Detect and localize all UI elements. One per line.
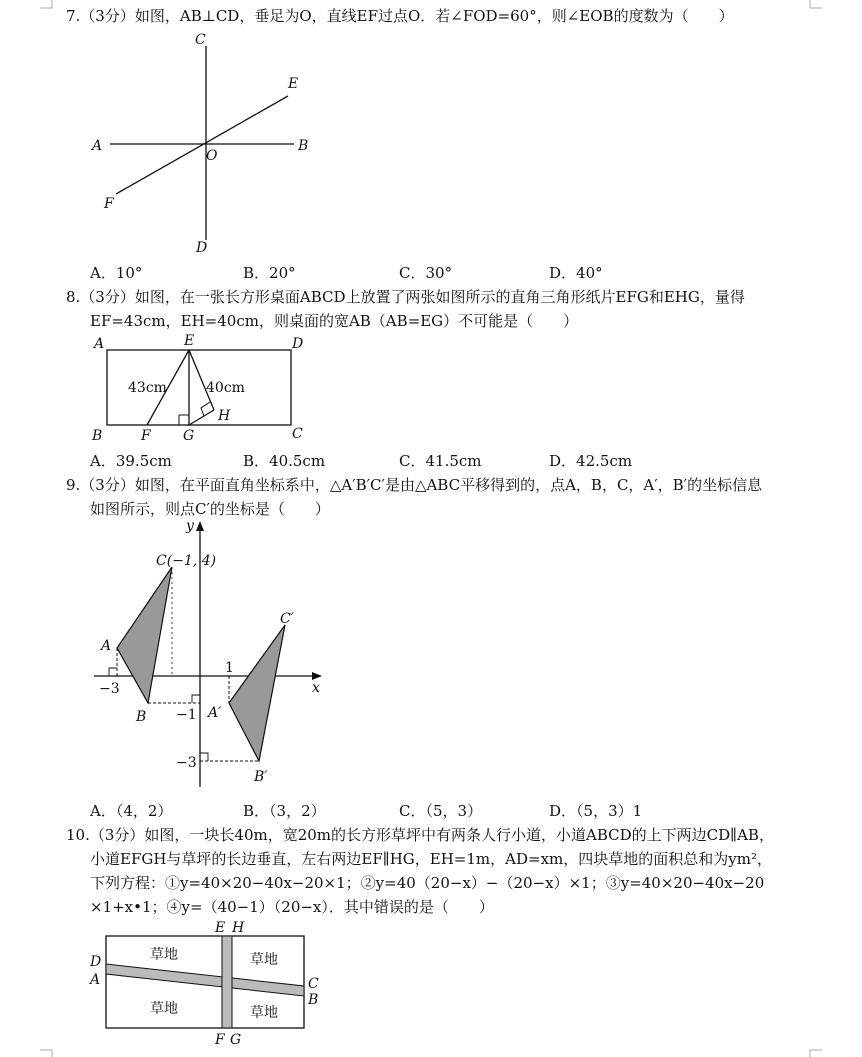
q8-option-b[interactable]: B．40.5cm xyxy=(243,452,326,470)
label-f: F xyxy=(215,1032,225,1048)
q8-option-a[interactable]: A．39.5cm xyxy=(90,452,172,470)
q7-stem: 7.（3分）如图，AB⊥CD，垂足为O，直线EF过点O．若∠FOD=60°，则∠EOB的度数为（ ） xyxy=(66,7,734,25)
label-a: A xyxy=(101,638,112,654)
q8-option-d[interactable]: D．42.5cm xyxy=(549,452,633,470)
q9-option-b[interactable]: B．（3，2） xyxy=(243,802,326,820)
tick-minus3-x: −3 xyxy=(99,681,120,697)
q7-option-d[interactable]: D．40° xyxy=(549,264,603,282)
label-x: x xyxy=(312,680,320,696)
label-c: C xyxy=(292,426,303,442)
label-b: B xyxy=(92,428,103,444)
q9-option-c[interactable]: C．（5，3） xyxy=(399,802,483,820)
label-f: F xyxy=(104,196,114,212)
label-c: C(−1, 4) xyxy=(156,553,217,569)
label-g: G xyxy=(230,1032,242,1048)
tick-1: 1 xyxy=(225,660,234,676)
q8-stem-line2: EF=43cm，EH=40cm，则桌面的宽AB（AB=EG）不可能是（ ） xyxy=(90,312,579,330)
label-o: O xyxy=(206,148,218,164)
label-b: B xyxy=(136,709,147,725)
label-e: E xyxy=(215,920,226,936)
label-a: A xyxy=(94,336,105,352)
label-a: A xyxy=(92,138,103,154)
label-f: F xyxy=(141,428,151,444)
label-d: D xyxy=(90,954,102,970)
grass-bottom-left: 草地 xyxy=(150,1001,178,1017)
label-ef-length: 43cm xyxy=(128,380,167,396)
label-h: H xyxy=(218,408,231,424)
label-eh-length: 40cm xyxy=(206,380,245,396)
q10-stem-line3: 下列方程：①y=40×20−40x−20×1；②y=40（20−x）−（20−x）×1；③y=40×20−40x−20 xyxy=(90,874,765,892)
label-d: D xyxy=(196,240,208,256)
q9-stem-line1: 9.（3分）如图，在平面直角坐标系中，△A′B′C′是由△ABC平移得到的，点A，B，C，A′，B′的坐标信息 xyxy=(66,476,763,494)
label-c: C xyxy=(195,32,206,48)
label-c: C xyxy=(308,976,319,992)
grass-top-right: 草地 xyxy=(250,952,278,968)
q10-stem-line4: ×1+x•1；④y=（40−1）（20−x）．其中错误的是（ ） xyxy=(90,898,494,916)
label-e: E xyxy=(184,333,195,349)
grass-top-left: 草地 xyxy=(150,947,178,963)
label-b: B xyxy=(298,138,309,154)
q10-stem-line1: 10.（3分）如图，一块长40m，宽20m的长方形草坪中有两条人行小道，小道ABCD的上下两边CD∥AB， xyxy=(66,826,774,844)
label-b-prime: B′ xyxy=(254,769,268,785)
label-g: G xyxy=(183,428,195,444)
label-c-prime: C′ xyxy=(280,611,294,627)
grass-bottom-right: 草地 xyxy=(250,1005,278,1021)
q7-option-a[interactable]: A．10° xyxy=(90,264,143,282)
q9-stem-line2: 如图所示，则点C′的坐标是（ ） xyxy=(90,500,330,518)
q7-option-c[interactable]: C．30° xyxy=(399,264,453,282)
label-a-prime: A′ xyxy=(208,705,222,721)
q8-stem-line1: 8.（3分）如图，在一张长方形桌面ABCD上放置了两张如图所示的直角三角形纸片EFG和EHG，量得 xyxy=(66,288,745,306)
q8-option-c[interactable]: C．41.5cm xyxy=(399,452,482,470)
q9-option-a[interactable]: A．（4，2） xyxy=(90,802,173,820)
label-y: y xyxy=(186,518,194,534)
q7-option-b[interactable]: B．20° xyxy=(243,264,296,282)
q10-stem-line2: 小道EFGH与草坪的长边垂直，左右两边EF∥HG，EH=1m，AD=xm，四块草地的面积总和为ym²， xyxy=(90,850,772,868)
q9-option-d[interactable]: D．（5，3）1 xyxy=(549,802,643,820)
label-b: B xyxy=(308,992,319,1008)
label-h: H xyxy=(232,920,245,936)
label-a: A xyxy=(90,972,101,988)
tick-minus1: −1 xyxy=(176,707,197,723)
label-e: E xyxy=(288,76,299,92)
label-d: D xyxy=(292,336,304,352)
tick-minus3-y: −3 xyxy=(176,755,197,771)
